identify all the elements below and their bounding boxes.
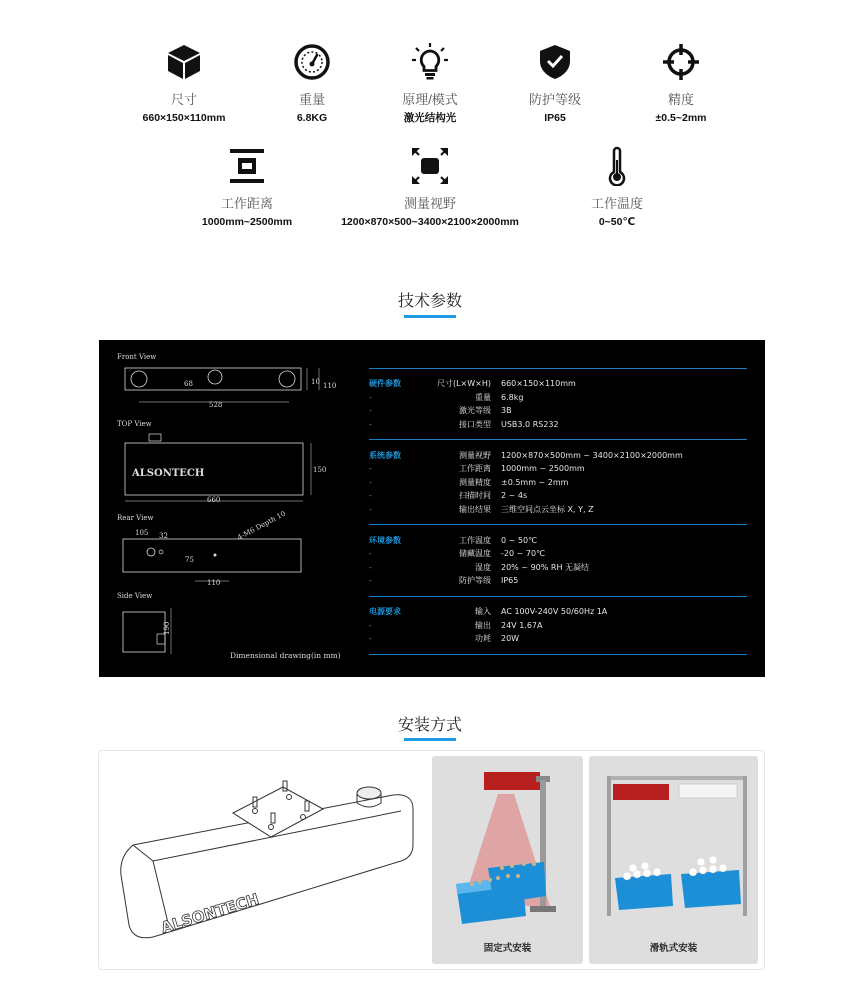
thermometer-icon [597, 146, 637, 186]
dim-rear-110: 110 [207, 579, 221, 587]
crosshair-icon [661, 42, 701, 82]
tech-row [369, 533, 747, 547]
tech-row [369, 377, 747, 391]
tech-key: 工作温度 [459, 535, 491, 545]
spec-label: 测量视野 [403, 196, 456, 211]
tech-row [369, 391, 747, 405]
spec-value: 6.8KG [296, 112, 328, 124]
spec-value: 1200×870×500~3400×2100×2000mm [341, 216, 519, 228]
tech-key: 储藏温度 [459, 549, 491, 559]
tech-group-hardware [369, 368, 747, 440]
tech-key: 重量 [475, 392, 491, 402]
tech-value: ±0.5mm ~ 2mm [501, 477, 569, 487]
spec-label: 精度 [667, 92, 694, 107]
tech-row [369, 404, 747, 418]
tech-key: 激光等级 [459, 406, 491, 416]
tech-value: 2 ~ 4s [501, 491, 528, 501]
tech-value: 1000mm ~ 2500mm [501, 464, 585, 474]
dim-32: 32 [159, 532, 168, 540]
tech-key: 防护等级 [459, 576, 491, 586]
spec-field-of-view [330, 146, 530, 229]
tech-key: 输入 [475, 607, 491, 617]
tech-category: - [369, 505, 372, 515]
spec-label: 工作距离 [220, 196, 273, 211]
tech-category: - [369, 392, 372, 402]
install-title-underline [404, 738, 456, 741]
tech-table [369, 368, 747, 655]
tech-group-environment [369, 525, 747, 596]
front-view-label: Front View [117, 353, 157, 361]
tech-key: 测量视野 [459, 450, 491, 460]
shield-icon [535, 42, 575, 82]
tech-value: 20W [501, 634, 520, 644]
tech-category: - [369, 491, 372, 501]
spec-working-temperature [517, 146, 717, 229]
install-box [98, 750, 765, 970]
tech-category: - [369, 464, 372, 474]
tech-key: 功耗 [475, 634, 491, 644]
tech-value: 1200×870×500mm ~ 3400×2100×2000mm [501, 450, 683, 460]
top-view-label: TOP View [117, 420, 152, 428]
dim-110: 110 [323, 382, 337, 390]
tech-group-power [369, 597, 747, 655]
fixed-install-label: 固定式安装 [483, 943, 532, 954]
spec-label: 重量 [298, 92, 325, 107]
dim-68: 68 [184, 380, 193, 388]
cube-icon [164, 42, 204, 82]
tech-value: AC 100V-240V 50/60Hz 1A [501, 607, 608, 617]
tech-row [369, 503, 747, 517]
tech-value: 20% ~ 90% RH 无凝结 [501, 562, 590, 572]
tech-value: 0 ~ 50℃ [501, 535, 538, 545]
spec-working-distance [147, 146, 347, 229]
tech-row [369, 418, 747, 432]
spec-value: 660×150×110mm [142, 112, 226, 124]
spec-value: IP65 [544, 112, 566, 124]
tech-row [369, 618, 747, 632]
tech-value: IP65 [501, 576, 519, 586]
install-section-title: 安装方式 [397, 717, 462, 734]
tech-panel [99, 340, 765, 677]
tech-row [369, 448, 747, 462]
dim-75: 75 [185, 556, 194, 564]
tech-value: -20 ~ 70℃ [501, 549, 546, 559]
tech-category: - [369, 620, 372, 630]
tech-category: 系统参数 [369, 450, 401, 460]
tech-row [369, 547, 747, 561]
dim-190: 190 [163, 621, 171, 635]
tech-key: 输出结果 [459, 505, 491, 515]
tech-row [369, 605, 747, 619]
tech-category: 硬件参数 [369, 379, 401, 389]
tech-category: - [369, 406, 372, 416]
side-view-label: Side View [117, 592, 153, 600]
tech-value: 3B [501, 406, 512, 416]
tech-title-underline [404, 315, 456, 318]
spec-value: 1000mm~2500mm [201, 216, 293, 228]
rail-install-label: 滑轨式安装 [649, 943, 698, 954]
tech-key: 接口类型 [459, 420, 491, 430]
device-illustration [113, 765, 423, 961]
tech-category: - [369, 549, 372, 559]
tech-row [369, 574, 747, 588]
install-card-fixed [432, 756, 583, 964]
spec-label: 原理/模式 [402, 92, 458, 107]
dimensional-drawing [99, 340, 359, 677]
tech-category: - [369, 562, 372, 572]
spec-value: ±0.5~2mm [655, 112, 707, 124]
tech-row [369, 462, 747, 476]
tech-section-title: 技术参数 [397, 293, 462, 310]
fixed-install-illustration [432, 756, 583, 936]
rear-view-label: Rear View [117, 514, 154, 522]
spec-value: 激光结构光 [403, 112, 457, 124]
tech-category: - [369, 576, 372, 586]
spec-label: 防护等级 [528, 92, 581, 107]
tech-category: - [369, 420, 372, 430]
device-brand-text: ALSONTECH [158, 889, 262, 937]
drawing-caption: Dimensional drawing(in mm) [230, 651, 341, 660]
drawing-brand-label: ALSONTECH [132, 468, 205, 479]
spec-accuracy [581, 42, 781, 125]
tech-key: 测量精度 [459, 477, 491, 487]
lightbulb-icon [410, 42, 450, 82]
tech-key: 湿度 [475, 562, 491, 572]
dim-528: 528 [209, 401, 223, 409]
dim-105: 105 [135, 529, 149, 537]
spec-value: 0~50℃ [598, 216, 636, 228]
thread-note: 4-M6 Depth 10 [236, 509, 288, 542]
tech-key: 输出 [475, 620, 491, 630]
dim-660: 660 [207, 496, 221, 504]
tech-row [369, 476, 747, 490]
tech-row [369, 561, 747, 575]
tech-value: 6.8kg [501, 392, 524, 402]
tech-value: 三维空间点云坐标 X, Y, Z [501, 505, 594, 515]
spec-label: 尺寸 [170, 92, 197, 107]
tech-category: - [369, 477, 372, 487]
spec-label: 工作温度 [590, 196, 643, 211]
dim-150: 150 [313, 466, 327, 474]
tech-value: USB3.0 RS232 [501, 420, 559, 430]
tech-category: 环境参数 [369, 535, 401, 545]
install-card-rail [589, 756, 758, 964]
tech-value: 24V 1.67A [501, 620, 543, 630]
dim-10: 10 [311, 378, 320, 386]
tech-group-system [369, 440, 747, 525]
tech-key: 工作距离 [459, 464, 491, 474]
tech-key: 扫描时间 [459, 491, 491, 501]
tech-value: 660×150×110mm [501, 379, 576, 389]
gauge-icon [292, 42, 332, 82]
distance-icon [227, 146, 267, 186]
tech-key: 尺寸(L×W×H) [436, 379, 491, 389]
tech-row [369, 489, 747, 503]
tech-category: - [369, 634, 372, 644]
rail-install-illustration [589, 756, 758, 936]
field-of-view-icon [410, 146, 450, 186]
tech-row [369, 632, 747, 646]
tech-category: 电源要求 [369, 607, 401, 617]
